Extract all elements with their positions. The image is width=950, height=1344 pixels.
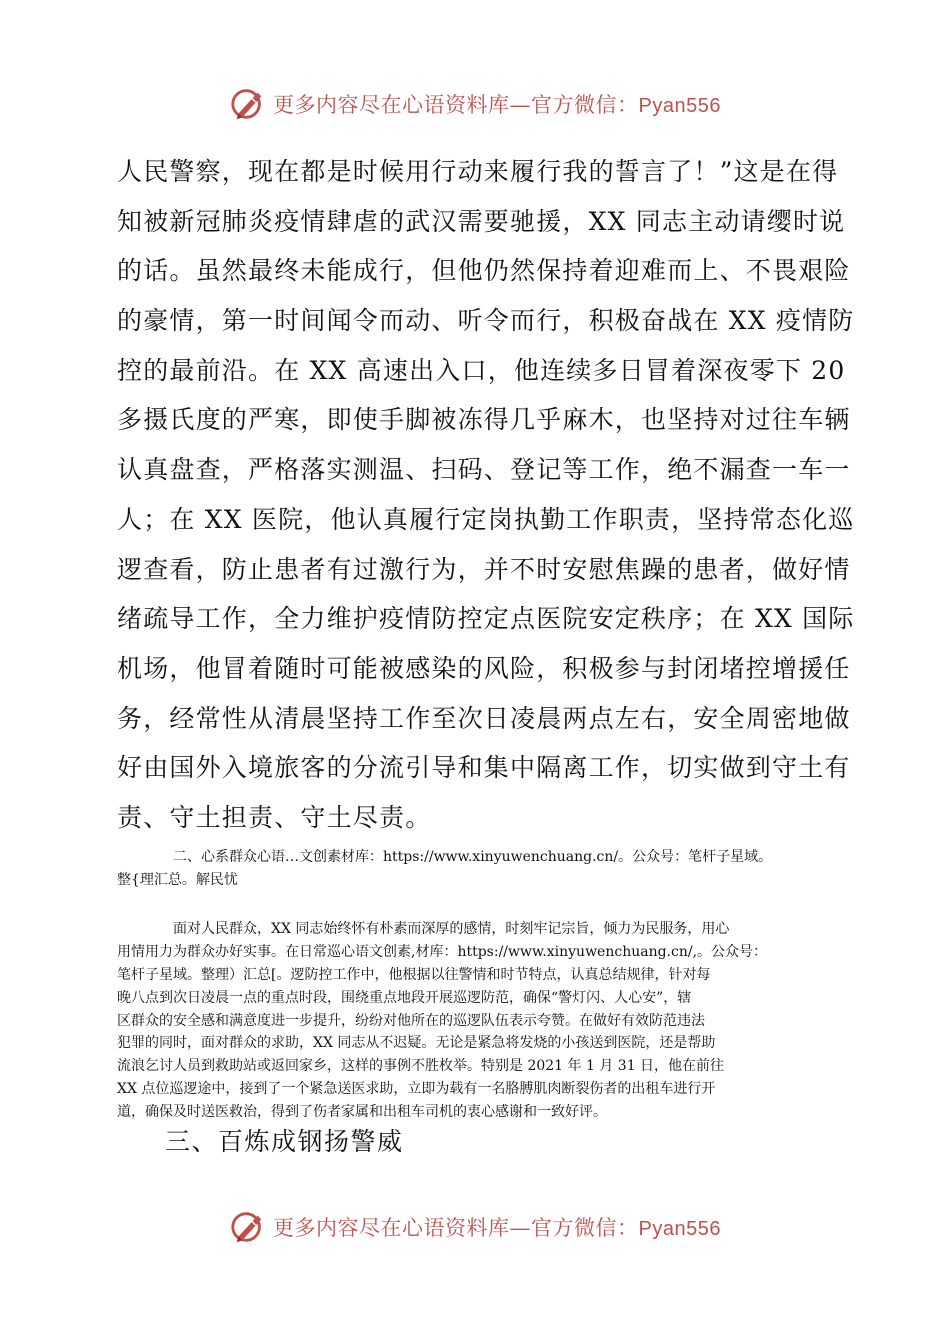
paragraph-line: 人；在 XX 医院，他认真履行定岗执勤工作职责，坚持常态化巡 — [117, 504, 855, 534]
paragraph-line: 多摄氏度的严寒，即使手脚被冻得几乎麻木，也坚持对过往车辆 — [117, 405, 851, 435]
footer-banner — [0, 1205, 950, 1249]
paragraph-line: 绪疏导工作，全力维护疫情防控定点医院安定秩序；在 XX 国际 — [117, 604, 855, 634]
banner-label: 更多内容尽在心语资料库—官方微信： — [273, 1216, 639, 1240]
paragraph-line: 责、守土担责、守土尽责。 — [117, 802, 432, 832]
pen-logo-icon — [229, 85, 267, 123]
banner-label: 更多内容尽在心语资料库—官方微信： — [273, 93, 639, 117]
paragraph-line: 的豪情，第一时间闻令而动、听令而行，积极奋战在 XX 疫情防 — [117, 306, 855, 336]
paragraph-line: 知被新冠肺炎疫情肆虐的武汉需要驰援，XX 同志主动请缨时说 — [117, 206, 846, 236]
small-text-line: 笔杆子星域。整理）汇总[。逻防控工作中，他根据以往警情和时节特点，认真总结规律，针对每 — [117, 966, 711, 983]
paragraph-line: 务，经常性从清晨坚持工作至次日凌晨两点左右，安全周密地做 — [117, 703, 851, 733]
section-two-heading — [117, 846, 835, 892]
paragraph-line: 控的最前沿。在 XX 高速出入口，他连续多日冒着深夜零下 20 — [117, 355, 846, 385]
small-text-line: 晚八点到次日凌晨一点的重点时段，围绕重点地段开展巡逻防范，确保“警灯闪、人心安”，辖 — [117, 989, 692, 1006]
banner-handle: Pyan556 — [638, 95, 721, 117]
small-text-line: 流浪乞讨人员到救助站或返回家乡，这样的事例不胜枚举。特别是 2021 年 1 月 31 日，他在前往 — [117, 1058, 725, 1075]
section-two-body — [117, 918, 835, 1124]
paragraph-line: 机场，他冒着随时可能被感染的风险，积极参与封闭堵控增援任 — [117, 653, 851, 683]
paragraph-line: 逻查看，防止患者有过激行为，并不时安慰焦躁的患者，做好情 — [117, 554, 851, 584]
paragraph-line: 人民警察，现在都是时候用行动来履行我的誓言了！”这是在得 — [117, 157, 839, 186]
section-three-heading: 三、百炼成钢扬警威 — [165, 1127, 404, 1156]
banner-text — [273, 1212, 721, 1242]
small-text-line: 犯罪的同时，面对群众的求助，XX 同志从不迟疑。无论是紧急将发烧的小孩送到医院，还是帮助 — [117, 1035, 716, 1052]
paragraph-line: 的话。虽然最终未能成行，但他仍然保持着迎难而上、不畏艰险 — [117, 256, 851, 286]
header-banner-top — [0, 82, 950, 126]
small-text-line: 区群众的安全感和满意度进一步提升，纷纷对他所在的巡逻队伍表示夸赞。在做好有效防范违法 — [117, 1012, 705, 1029]
paragraph-line: 好由国外入境旅客的分流引导和集中隔离工作，切实做到守土有 — [117, 753, 851, 783]
paragraph-line: 认真盘查，严格落实测温、扫码、登记等工作，绝不漏查一车一 — [117, 455, 851, 485]
small-text-line: 道，确保及时送医救治，得到了伤者家属和出租车司机的衷心感谢和一致好评。 — [117, 1104, 607, 1121]
pen-logo-icon — [229, 1208, 267, 1246]
small-text-line: XX 点位巡逻途中，接到了一个紧急送医求助，立即为载有一名胳膊肌肉断裂伤者的出租车进行开 — [117, 1081, 716, 1098]
banner-handle: Pyan556 — [638, 1218, 721, 1240]
main-paragraph — [117, 147, 855, 843]
banner-text — [273, 89, 721, 119]
small-text-line: 二、心系群众心语…文创素材库：https://www.xinyuwenchuang.cn/。公众号：笔杆子星域。 — [117, 849, 773, 865]
small-text-line: 用情用力为群众办好实事。在日常巡心语文创素,材库：https://www.xinyuwenchuang.cn/,。公众号： — [117, 943, 768, 960]
small-text-line: 整{理汇总。解民忧 — [117, 871, 238, 888]
small-text-line: 面对人民群众，XX 同志始终怀有朴素而深厚的感情，时刻牢记宗旨，倾力为民服务，用心 — [117, 921, 730, 937]
